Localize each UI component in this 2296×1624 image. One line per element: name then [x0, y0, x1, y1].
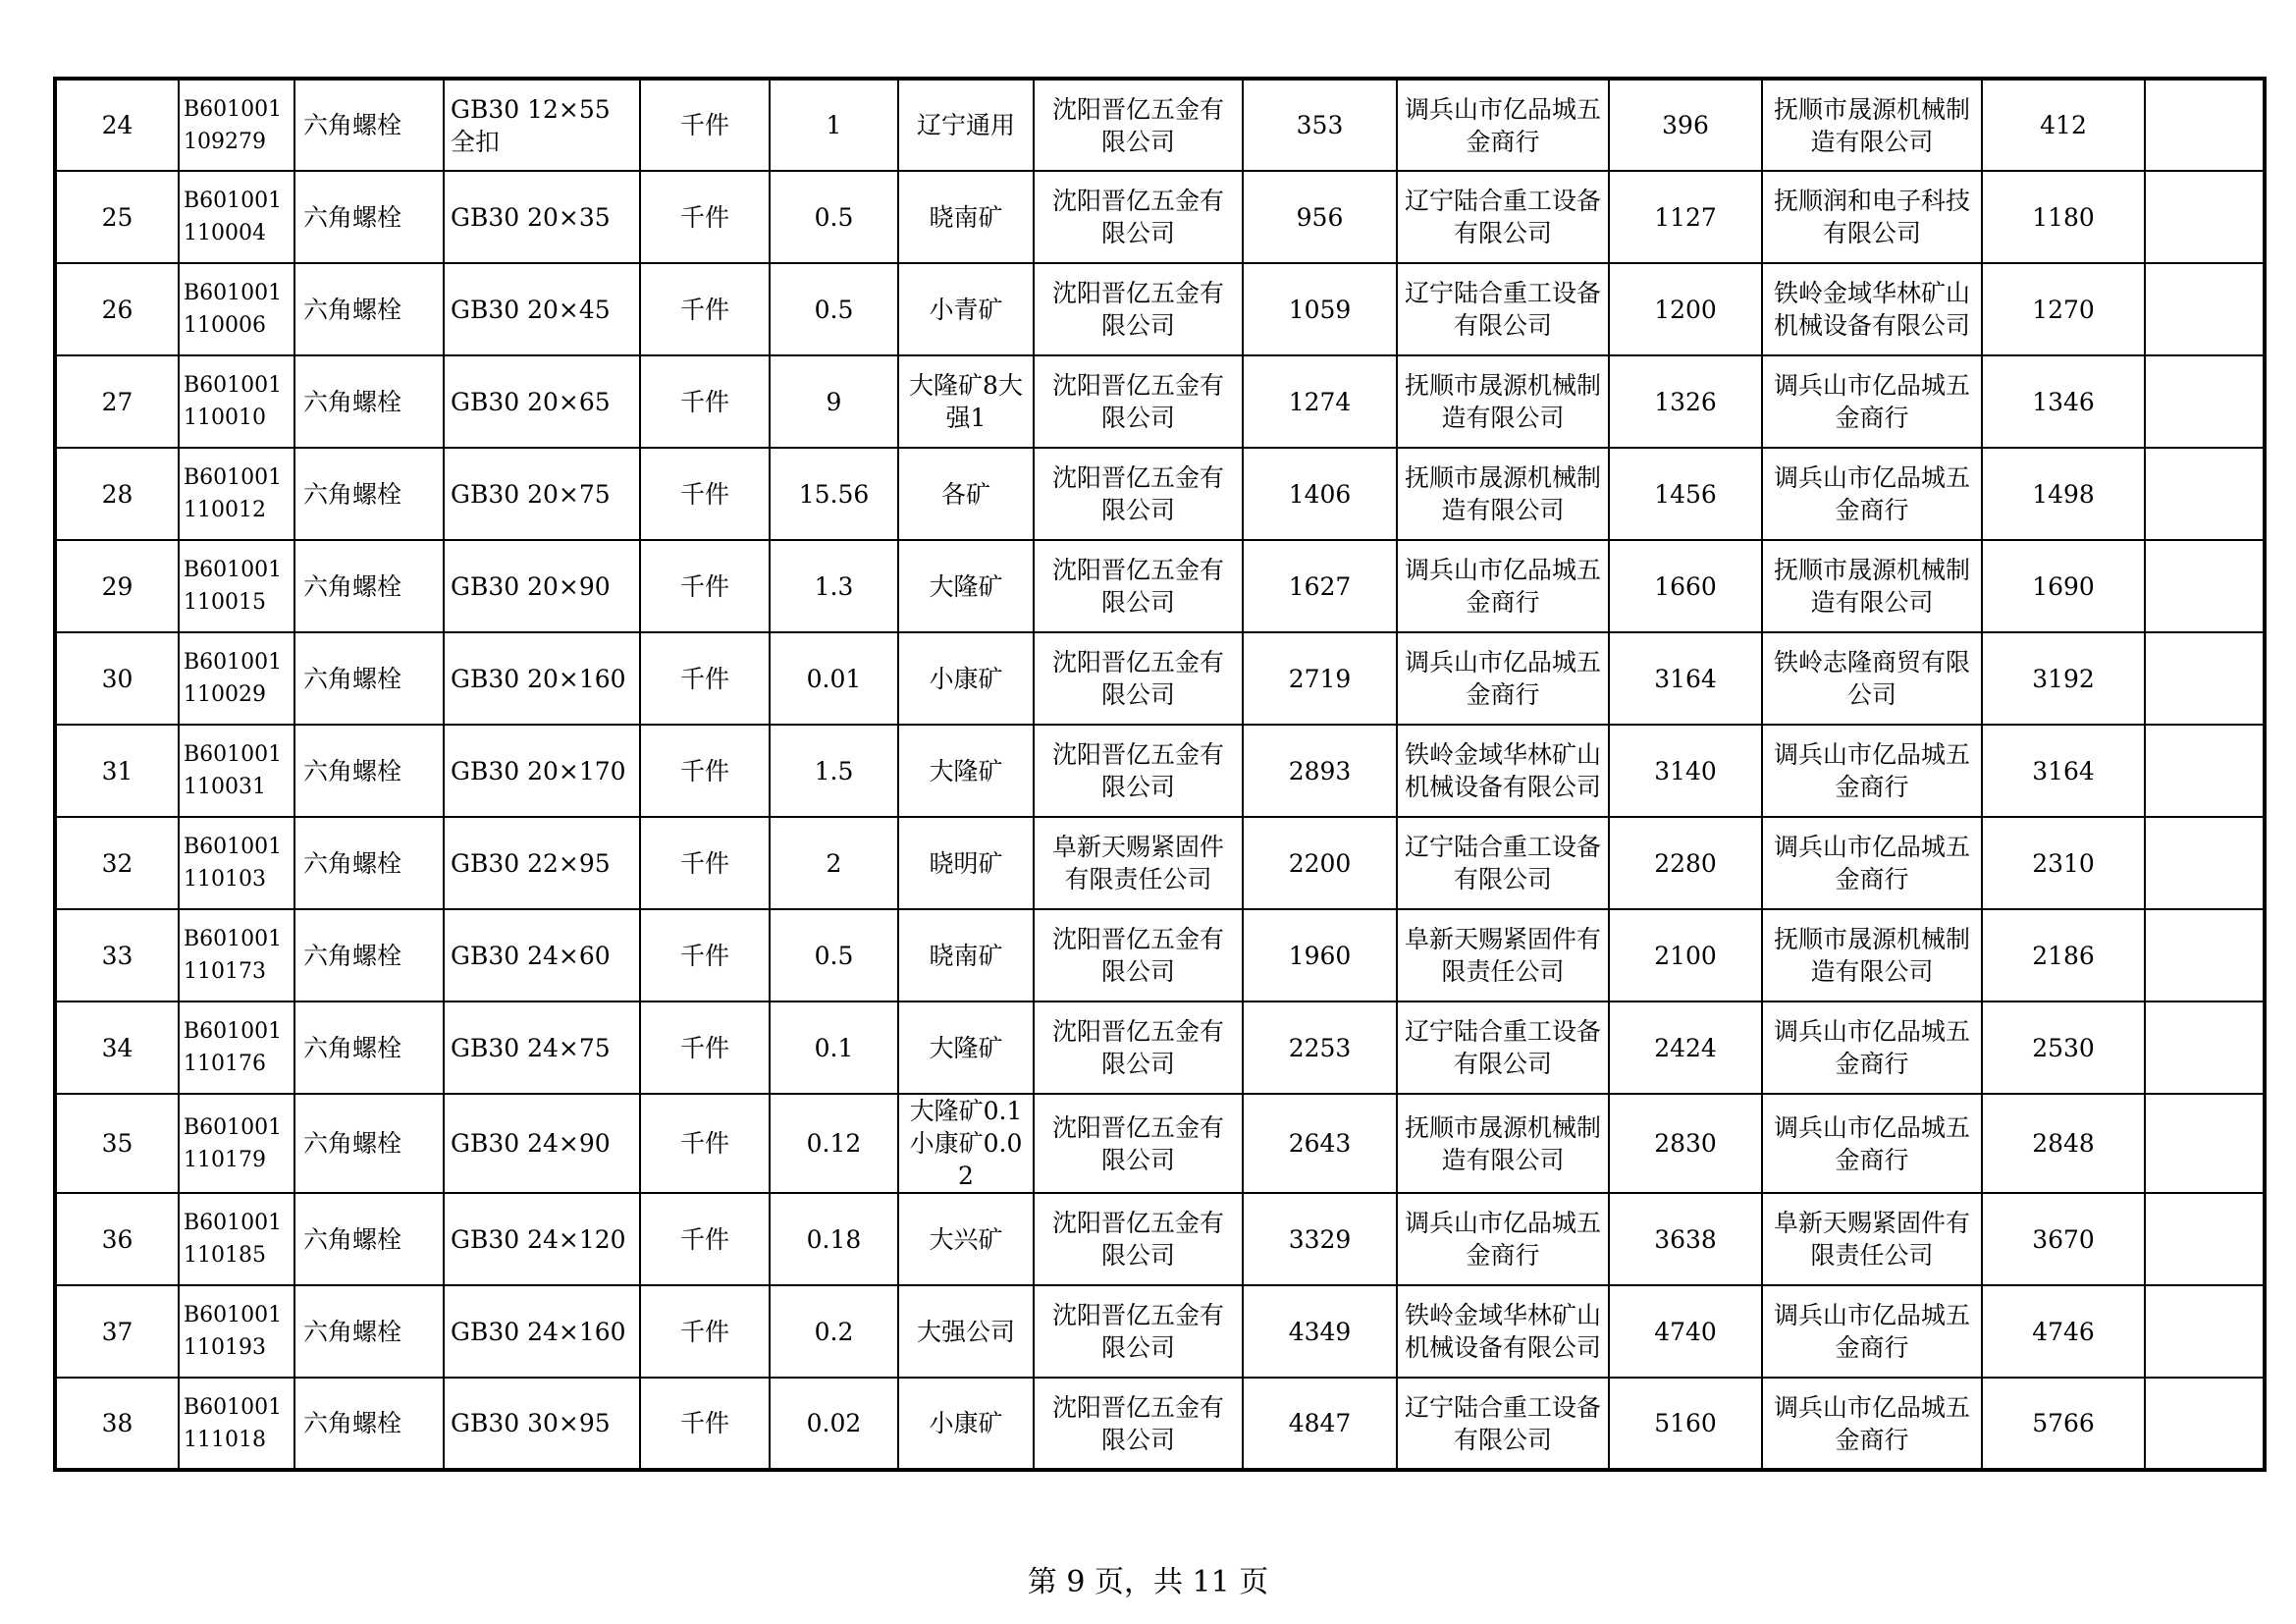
price-3-cell: 4746 [1982, 1285, 2145, 1378]
material-name-cell: 六角螺栓 [294, 1285, 444, 1378]
table-row [55, 1193, 2265, 1285]
spec-cell: GB30 20×170 [444, 725, 640, 817]
supplier-1-cell: 沈阳晋亿五金有限公司 [1034, 79, 1243, 171]
table-row [55, 725, 2265, 817]
destination-cell: 大隆矿0.1小康矿0.02 [898, 1094, 1034, 1193]
destination-cell: 大强公司 [898, 1285, 1034, 1378]
unit-cell: 千件 [640, 1285, 770, 1378]
price-2-cell: 3638 [1609, 1193, 1762, 1285]
supplier-1-cell: 沈阳晋亿五金有限公司 [1034, 1094, 1243, 1193]
supplier-3-cell: 调兵山市亿品城五金商行 [1762, 1285, 1982, 1378]
remark-cell [2145, 1193, 2265, 1285]
price-1-cell: 1627 [1243, 540, 1397, 632]
price-1-cell: 1406 [1243, 448, 1397, 540]
unit-cell: 千件 [640, 1001, 770, 1094]
spec-cell: GB30 22×95 [444, 817, 640, 909]
destination-cell: 大隆矿 [898, 725, 1034, 817]
destination-cell: 小康矿 [898, 1378, 1034, 1470]
table-row [55, 817, 2265, 909]
material-name-cell: 六角螺栓 [294, 540, 444, 632]
row-number-cell: 35 [55, 1094, 179, 1193]
unit-cell: 千件 [640, 909, 770, 1001]
price-2-cell: 1456 [1609, 448, 1762, 540]
supplier-3-cell: 调兵山市亿品城五金商行 [1762, 448, 1982, 540]
price-1-cell: 3329 [1243, 1193, 1397, 1285]
supplier-2-cell: 铁岭金域华林矿山机械设备有限公司 [1397, 725, 1609, 817]
supplier-3-cell: 铁岭志隆商贸有限公司 [1762, 632, 1982, 725]
destination-cell: 大隆矿 [898, 1001, 1034, 1094]
row-number-cell: 29 [55, 540, 179, 632]
price-2-cell: 2424 [1609, 1001, 1762, 1094]
row-number-cell: 32 [55, 817, 179, 909]
price-2-cell: 1127 [1609, 171, 1762, 263]
supplier-3-cell: 调兵山市亿品城五金商行 [1762, 1001, 1982, 1094]
unit-cell: 千件 [640, 817, 770, 909]
table-row [55, 540, 2265, 632]
table-body [55, 79, 2265, 1470]
remark-cell [2145, 540, 2265, 632]
price-2-cell: 396 [1609, 79, 1762, 171]
price-2-cell: 3140 [1609, 725, 1762, 817]
supplier-1-cell: 沈阳晋亿五金有限公司 [1034, 1001, 1243, 1094]
material-code-cell: B601001110193 [179, 1285, 294, 1378]
quantity-cell: 1.5 [770, 725, 898, 817]
supplier-2-cell: 辽宁陆合重工设备有限公司 [1397, 263, 1609, 355]
unit-cell: 千件 [640, 355, 770, 448]
row-number-cell: 34 [55, 1001, 179, 1094]
row-number-cell: 33 [55, 909, 179, 1001]
supplier-3-cell: 调兵山市亿品城五金商行 [1762, 1378, 1982, 1470]
spec-cell: GB30 20×35 [444, 171, 640, 263]
price-3-cell: 2310 [1982, 817, 2145, 909]
quantity-cell: 1.3 [770, 540, 898, 632]
supplier-2-cell: 铁岭金域华林矿山机械设备有限公司 [1397, 1285, 1609, 1378]
quantity-cell: 0.01 [770, 632, 898, 725]
spec-cell: GB30 30×95 [444, 1378, 640, 1470]
supplier-1-cell: 沈阳晋亿五金有限公司 [1034, 263, 1243, 355]
remark-cell [2145, 448, 2265, 540]
quantity-cell: 0.5 [770, 171, 898, 263]
supplier-3-cell: 抚顺市晟源机械制造有限公司 [1762, 909, 1982, 1001]
price-3-cell: 412 [1982, 79, 2145, 171]
price-1-cell: 4847 [1243, 1378, 1397, 1470]
supplier-1-cell: 沈阳晋亿五金有限公司 [1034, 1193, 1243, 1285]
supplier-3-cell: 阜新天赐紧固件有限责任公司 [1762, 1193, 1982, 1285]
quantity-cell: 0.1 [770, 1001, 898, 1094]
supplier-2-cell: 调兵山市亿品城五金商行 [1397, 632, 1609, 725]
procurement-table [53, 77, 2267, 1472]
price-1-cell: 2253 [1243, 1001, 1397, 1094]
remark-cell [2145, 263, 2265, 355]
material-name-cell: 六角螺栓 [294, 171, 444, 263]
quantity-cell: 0.5 [770, 263, 898, 355]
material-code-cell: B601001110176 [179, 1001, 294, 1094]
remark-cell [2145, 817, 2265, 909]
unit-cell: 千件 [640, 632, 770, 725]
spec-cell: GB30 20×45 [444, 263, 640, 355]
row-number-cell: 38 [55, 1378, 179, 1470]
remark-cell [2145, 1094, 2265, 1193]
supplier-2-cell: 调兵山市亿品城五金商行 [1397, 79, 1609, 171]
material-code-cell: B601001109279 [179, 79, 294, 171]
table-row [55, 448, 2265, 540]
remark-cell [2145, 909, 2265, 1001]
material-name-cell: 六角螺栓 [294, 817, 444, 909]
row-number-cell: 30 [55, 632, 179, 725]
supplier-1-cell: 沈阳晋亿五金有限公司 [1034, 171, 1243, 263]
table-row [55, 1285, 2265, 1378]
row-number-cell: 26 [55, 263, 179, 355]
supplier-3-cell: 调兵山市亿品城五金商行 [1762, 725, 1982, 817]
quantity-cell: 0.02 [770, 1378, 898, 1470]
supplier-3-cell: 抚顺润和电子科技有限公司 [1762, 171, 1982, 263]
supplier-2-cell: 抚顺市晟源机械制造有限公司 [1397, 355, 1609, 448]
remark-cell [2145, 171, 2265, 263]
supplier-3-cell: 调兵山市亿品城五金商行 [1762, 1094, 1982, 1193]
spec-cell: GB30 20×90 [444, 540, 640, 632]
row-number-cell: 28 [55, 448, 179, 540]
price-1-cell: 1274 [1243, 355, 1397, 448]
material-name-cell: 六角螺栓 [294, 1001, 444, 1094]
supplier-1-cell: 沈阳晋亿五金有限公司 [1034, 725, 1243, 817]
destination-cell: 大兴矿 [898, 1193, 1034, 1285]
supplier-1-cell: 沈阳晋亿五金有限公司 [1034, 355, 1243, 448]
material-code-cell: B601001110004 [179, 171, 294, 263]
unit-cell: 千件 [640, 79, 770, 171]
price-3-cell: 1180 [1982, 171, 2145, 263]
unit-cell: 千件 [640, 725, 770, 817]
material-code-cell: B601001111018 [179, 1378, 294, 1470]
spec-cell: GB30 24×90 [444, 1094, 640, 1193]
spec-cell: GB30 20×75 [444, 448, 640, 540]
price-1-cell: 2893 [1243, 725, 1397, 817]
destination-cell: 各矿 [898, 448, 1034, 540]
supplier-1-cell: 沈阳晋亿五金有限公司 [1034, 909, 1243, 1001]
destination-cell: 小康矿 [898, 632, 1034, 725]
row-number-cell: 24 [55, 79, 179, 171]
price-3-cell: 3670 [1982, 1193, 2145, 1285]
table-row [55, 1001, 2265, 1094]
row-number-cell: 36 [55, 1193, 179, 1285]
remark-cell [2145, 355, 2265, 448]
row-number-cell: 25 [55, 171, 179, 263]
material-name-cell: 六角螺栓 [294, 355, 444, 448]
table-row [55, 632, 2265, 725]
price-2-cell: 4740 [1609, 1285, 1762, 1378]
quantity-cell: 0.12 [770, 1094, 898, 1193]
material-code-cell: B601001110185 [179, 1193, 294, 1285]
supplier-2-cell: 抚顺市晟源机械制造有限公司 [1397, 1094, 1609, 1193]
spec-cell: GB30 20×65 [444, 355, 640, 448]
material-code-cell: B601001110029 [179, 632, 294, 725]
quantity-cell: 9 [770, 355, 898, 448]
table-row [55, 1094, 2265, 1193]
supplier-1-cell: 沈阳晋亿五金有限公司 [1034, 632, 1243, 725]
supplier-2-cell: 调兵山市亿品城五金商行 [1397, 540, 1609, 632]
price-3-cell: 1270 [1982, 263, 2145, 355]
unit-cell: 千件 [640, 448, 770, 540]
unit-cell: 千件 [640, 1378, 770, 1470]
price-1-cell: 956 [1243, 171, 1397, 263]
spec-cell: GB30 24×120 [444, 1193, 640, 1285]
price-3-cell: 2530 [1982, 1001, 2145, 1094]
price-1-cell: 4349 [1243, 1285, 1397, 1378]
table-row [55, 1378, 2265, 1470]
unit-cell: 千件 [640, 540, 770, 632]
remark-cell [2145, 79, 2265, 171]
material-code-cell: B601001110012 [179, 448, 294, 540]
supplier-2-cell: 辽宁陆合重工设备有限公司 [1397, 1378, 1609, 1470]
price-2-cell: 1660 [1609, 540, 1762, 632]
supplier-2-cell: 辽宁陆合重工设备有限公司 [1397, 171, 1609, 263]
quantity-cell: 1 [770, 79, 898, 171]
material-name-cell: 六角螺栓 [294, 632, 444, 725]
table-row [55, 263, 2265, 355]
price-3-cell: 2186 [1982, 909, 2145, 1001]
price-3-cell: 1346 [1982, 355, 2145, 448]
supplier-1-cell: 沈阳晋亿五金有限公司 [1034, 1378, 1243, 1470]
supplier-3-cell: 铁岭金域华林矿山机械设备有限公司 [1762, 263, 1982, 355]
price-3-cell: 3192 [1982, 632, 2145, 725]
remark-cell [2145, 725, 2265, 817]
remark-cell [2145, 632, 2265, 725]
material-code-cell: B601001110103 [179, 817, 294, 909]
supplier-1-cell: 沈阳晋亿五金有限公司 [1034, 448, 1243, 540]
material-code-cell: B601001110179 [179, 1094, 294, 1193]
destination-cell: 晓明矿 [898, 817, 1034, 909]
destination-cell: 大隆矿8大强1 [898, 355, 1034, 448]
supplier-1-cell: 沈阳晋亿五金有限公司 [1034, 1285, 1243, 1378]
price-1-cell: 2719 [1243, 632, 1397, 725]
price-3-cell: 3164 [1982, 725, 2145, 817]
remark-cell [2145, 1378, 2265, 1470]
destination-cell: 小青矿 [898, 263, 1034, 355]
supplier-3-cell: 抚顺市晟源机械制造有限公司 [1762, 79, 1982, 171]
supplier-3-cell: 调兵山市亿品城五金商行 [1762, 355, 1982, 448]
price-2-cell: 2280 [1609, 817, 1762, 909]
price-3-cell: 1498 [1982, 448, 2145, 540]
supplier-3-cell: 调兵山市亿品城五金商行 [1762, 817, 1982, 909]
spec-cell: GB30 24×160 [444, 1285, 640, 1378]
unit-cell: 千件 [640, 171, 770, 263]
destination-cell: 辽宁通用 [898, 79, 1034, 171]
unit-cell: 千件 [640, 1193, 770, 1285]
table-row [55, 355, 2265, 448]
price-2-cell: 3164 [1609, 632, 1762, 725]
price-3-cell: 5766 [1982, 1378, 2145, 1470]
material-name-cell: 六角螺栓 [294, 1378, 444, 1470]
material-name-cell: 六角螺栓 [294, 79, 444, 171]
material-name-cell: 六角螺栓 [294, 448, 444, 540]
row-number-cell: 31 [55, 725, 179, 817]
price-1-cell: 1960 [1243, 909, 1397, 1001]
page-footer: 第 9 页，共 11 页 [1027, 1565, 1269, 1599]
quantity-cell: 0.5 [770, 909, 898, 1001]
price-3-cell: 1690 [1982, 540, 2145, 632]
price-3-cell: 2848 [1982, 1094, 2145, 1193]
material-name-cell: 六角螺栓 [294, 725, 444, 817]
quantity-cell: 2 [770, 817, 898, 909]
price-2-cell: 2100 [1609, 909, 1762, 1001]
spec-cell: GB30 12×55全扣 [444, 79, 640, 171]
quantity-cell: 15.56 [770, 448, 898, 540]
remark-cell [2145, 1001, 2265, 1094]
price-1-cell: 2643 [1243, 1094, 1397, 1193]
price-2-cell: 1326 [1609, 355, 1762, 448]
quantity-cell: 0.18 [770, 1193, 898, 1285]
supplier-2-cell: 抚顺市晟源机械制造有限公司 [1397, 448, 1609, 540]
material-code-cell: B601001110173 [179, 909, 294, 1001]
material-name-cell: 六角螺栓 [294, 909, 444, 1001]
row-number-cell: 37 [55, 1285, 179, 1378]
supplier-2-cell: 阜新天赐紧固件有限责任公司 [1397, 909, 1609, 1001]
quantity-cell: 0.2 [770, 1285, 898, 1378]
unit-cell: 千件 [640, 1094, 770, 1193]
supplier-1-cell: 阜新天赐紧固件有限责任公司 [1034, 817, 1243, 909]
supplier-2-cell: 调兵山市亿品城五金商行 [1397, 1193, 1609, 1285]
destination-cell: 晓南矿 [898, 171, 1034, 263]
material-code-cell: B601001110010 [179, 355, 294, 448]
unit-cell: 千件 [640, 263, 770, 355]
material-name-cell: 六角螺栓 [294, 1193, 444, 1285]
table-row [55, 79, 2265, 171]
supplier-1-cell: 沈阳晋亿五金有限公司 [1034, 540, 1243, 632]
supplier-2-cell: 辽宁陆合重工设备有限公司 [1397, 817, 1609, 909]
material-name-cell: 六角螺栓 [294, 263, 444, 355]
price-1-cell: 2200 [1243, 817, 1397, 909]
price-1-cell: 1059 [1243, 263, 1397, 355]
supplier-2-cell: 辽宁陆合重工设备有限公司 [1397, 1001, 1609, 1094]
row-number-cell: 27 [55, 355, 179, 448]
material-code-cell: B601001110015 [179, 540, 294, 632]
table-row [55, 171, 2265, 263]
destination-cell: 大隆矿 [898, 540, 1034, 632]
spec-cell: GB30 20×160 [444, 632, 640, 725]
table-row [55, 909, 2265, 1001]
price-2-cell: 1200 [1609, 263, 1762, 355]
material-name-cell: 六角螺栓 [294, 1094, 444, 1193]
material-code-cell: B601001110031 [179, 725, 294, 817]
spec-cell: GB30 24×75 [444, 1001, 640, 1094]
material-code-cell: B601001110006 [179, 263, 294, 355]
spec-cell: GB30 24×60 [444, 909, 640, 1001]
price-2-cell: 2830 [1609, 1094, 1762, 1193]
price-1-cell: 353 [1243, 79, 1397, 171]
remark-cell [2145, 1285, 2265, 1378]
supplier-3-cell: 抚顺市晟源机械制造有限公司 [1762, 540, 1982, 632]
price-2-cell: 5160 [1609, 1378, 1762, 1470]
destination-cell: 晓南矿 [898, 909, 1034, 1001]
